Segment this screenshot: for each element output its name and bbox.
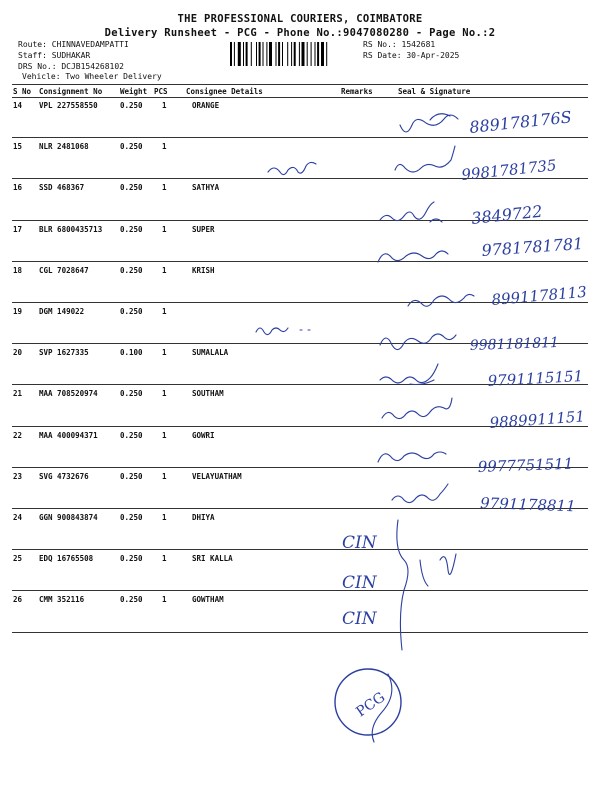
svg-text:9791178811: 9791178811 [479,494,576,516]
row-weight: 0.250 [120,265,143,275]
row-consignment-no: CGL 7028647 [39,265,89,275]
signature-row-21 [382,398,585,432]
row-pcs: 1 [162,348,167,358]
row-weight: 0.250 [120,430,143,440]
row-pcs: 1 [162,265,167,275]
col-consignment-header: Consignment No [39,87,103,96]
row-weight: 0.100 [120,348,143,358]
svg-text:9981181811: 9981181811 [469,334,560,354]
svg-text:CIN: CIN [342,533,377,553]
row-sno: 24 [13,513,23,522]
row-sno: 17 [13,224,23,234]
row-consignee: GOWRI [192,430,215,440]
signature-row-22 [378,452,574,476]
row-sno: 14 [13,101,23,110]
row-sno: 26 [13,595,23,605]
svg-text:9977751511: 9977751511 [477,454,574,476]
row-pcs: 1 [162,224,167,234]
row-sno: 19 [13,307,23,316]
row-consignment-no: NLR 2481068 [39,142,89,152]
row-sno: 23 [13,471,23,481]
row-consignment-no: VPL 227558550 [39,101,98,110]
signature-row-16 [380,202,543,228]
row-consignee: SATHYA [192,183,220,193]
col-pcs-header: PCS [154,87,168,96]
row-consignment-no: SSD 468367 [39,183,85,193]
row-pcs: 1 [162,513,167,522]
row-sno: 20 [13,348,23,358]
row-sno: 16 [13,183,23,193]
row-consignee: GOWTHAM [192,595,224,605]
row-consignment-no: MAA 400094371 [39,430,98,440]
row-pcs: 1 [162,101,167,110]
svg-text:CIN: CIN [342,573,377,593]
col-seal-header: Seal & Signature [398,87,471,96]
row-pcs: 1 [162,389,167,399]
row-consignment-no: GGN 900843874 [39,513,98,522]
row-weight: 0.250 [120,224,143,234]
svg-text:9791115151: 9791115151 [487,367,584,390]
row-consignment-no: SVP 1627335 [39,348,89,358]
svg-text:9889911151: 9889911151 [489,407,586,432]
signature-row-20 [380,364,584,390]
runsheet-subtitle: Delivery Runsheet - PCG - Phone No.:9047080280 - Page No.:2 [104,27,496,39]
row-consignment-no: EDQ 16765508 [39,554,94,564]
row-consignee: SUPER [192,224,215,234]
drs-number: DRS No.: DCJB154268102 [18,62,124,71]
svg-text:PCG: PCG [353,689,389,721]
signature-row-18 [408,283,587,309]
svg-text:8991178113: 8991178113 [490,282,588,309]
svg-text:889178176S: 889178176S [468,107,573,137]
row-weight: 0.250 [120,307,143,316]
row-weight: 0.250 [120,595,143,605]
row-consignment-no: CMM 352116 [39,595,85,605]
row-consignee: SRI KALLA [192,554,233,564]
signature-row-19 [256,328,559,354]
row-sno: 21 [13,389,23,399]
row-consignee: DHIYA [192,513,215,522]
row-weight: 0.250 [120,142,143,152]
row-consignee: VELAYUATHAM [192,471,242,481]
row-consignee: ORANGE [192,101,220,110]
pcg-stamp [328,662,418,752]
row-pcs: 1 [162,430,167,440]
company-title: THE PROFESSIONAL COURIERS, COIMBATORE [177,13,423,25]
svg-text:9981781735: 9981781735 [460,156,558,184]
row-sno: 15 [13,142,23,152]
row-pcs: 1 [162,595,167,605]
rs-date: RS Date: 30-Apr-2025 [363,51,460,60]
row-pcs: 1 [162,183,167,193]
row-consignee: KRISH [192,265,215,275]
row-weight: 0.250 [120,554,143,564]
row-consignee: SOUTHAM [192,389,224,399]
col-weight-header: Weight [120,87,148,96]
row-consignee: SUMALALA [192,348,229,358]
row-consignment-no: SVG 4732676 [39,471,89,481]
row-weight: 0.250 [120,389,143,399]
row-sno: 18 [13,265,23,275]
row-weight: 0.250 [120,513,143,522]
row-pcs: 1 [162,471,167,481]
row-pcs: 1 [162,307,167,316]
row-consignment-no: DGM 149022 [39,307,85,316]
rs-number: RS No.: 1542681 [363,40,436,49]
row-pcs: 1 [162,142,167,152]
staff-label: Staff: SUDHAKAR [18,51,91,60]
signature-row-23 [392,484,576,515]
row-weight: 0.250 [120,101,143,110]
signature-row-15 [268,146,557,184]
row-consignment-no: BLR 6800435713 [39,224,103,234]
row-sno: 22 [13,430,23,440]
row-consignment-no: MAA 708520974 [39,389,98,399]
svg-text:3849722: 3849722 [470,201,544,228]
vehicle-label: Vehicle: Two Wheeler Delivery [22,72,162,81]
col-consignee-header: Consignee Details [186,87,263,96]
row-sno: 25 [13,554,23,564]
route-label: Route: CHINNAVEDAMPATTI [18,40,129,49]
svg-text:9781781781: 9781781781 [480,233,584,260]
row-weight: 0.250 [120,471,143,481]
col-sno-header: S No [13,87,32,96]
row-weight: 0.250 [120,183,143,193]
signature-row-14 [400,107,572,137]
cn-remark-marks [342,520,456,650]
signature-row-17 [378,234,584,262]
col-remarks-header: Remarks [341,87,373,96]
row-pcs: 1 [162,554,167,564]
svg-text:CIN: CIN [342,609,377,629]
